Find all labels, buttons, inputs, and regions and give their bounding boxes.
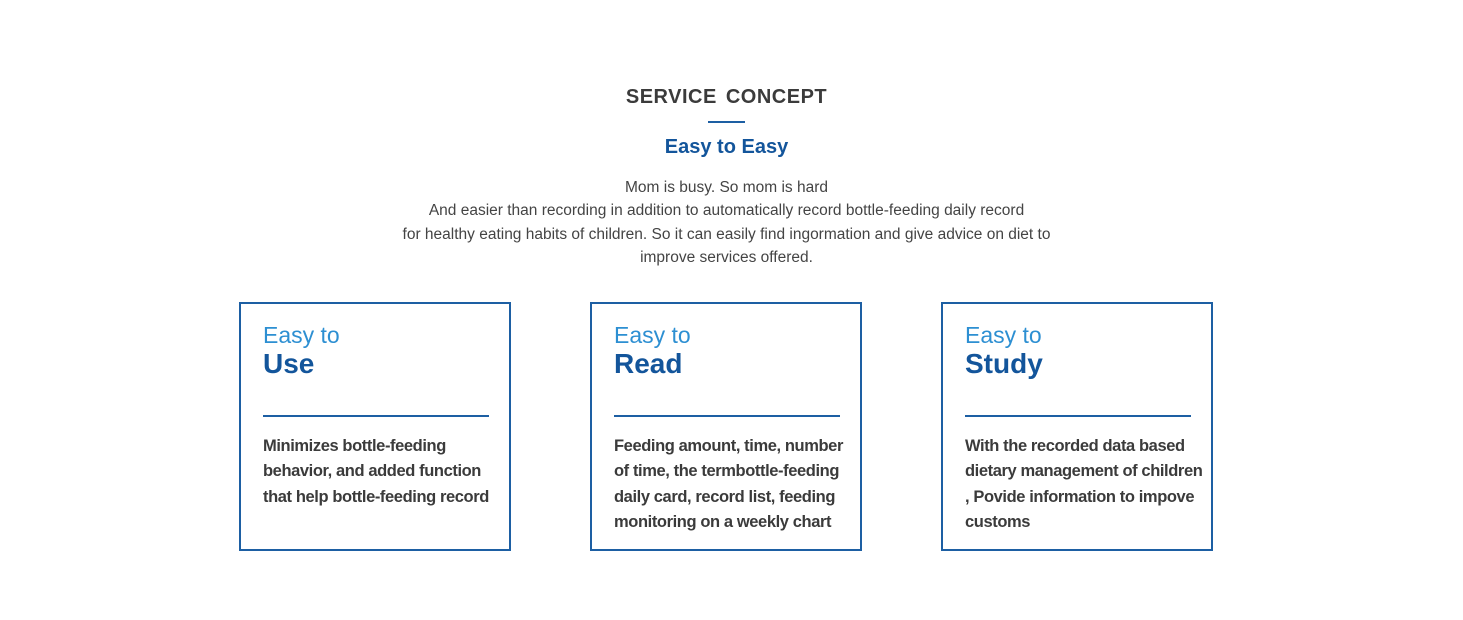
card-description-line: customs: [965, 512, 1031, 531]
title-divider: [708, 121, 745, 123]
description-line: for healthy eating habits of children. So it can easily find ingormation and give advice on diet to: [402, 225, 1051, 243]
card-description-line: monitoring on a weekly chart: [614, 512, 832, 531]
card-divider: [263, 415, 489, 417]
card-description: [614, 434, 860, 535]
card-description: [263, 434, 509, 510]
card-kicker: Easy to: [614, 322, 691, 348]
section-description: [0, 176, 1453, 269]
description-line: improve services offered.: [640, 248, 813, 266]
card-heading: Study: [965, 348, 1043, 379]
card-description-line: Minimizes bottle-feeding: [263, 437, 446, 455]
card-description-line: , Povide information to impove: [965, 487, 1195, 506]
card-kicker: Easy to: [965, 322, 1042, 348]
card-heading: Read: [614, 348, 683, 379]
card-description-line: Feeding amount, time, number: [614, 437, 843, 455]
section-title: SERVICE CONCEPT: [625, 86, 828, 108]
feature-card-study: [941, 302, 1213, 551]
feature-card-use: [239, 302, 511, 551]
card-description: [965, 434, 1211, 535]
card-description-line: dietary management of children: [965, 462, 1203, 481]
card-description-line: behavior, and added function: [263, 462, 481, 481]
card-heading: Use: [263, 348, 315, 379]
feature-card-read: [590, 302, 862, 551]
card-kicker: Easy to: [263, 322, 340, 348]
section-subtitle: Easy to Easy: [664, 136, 789, 158]
card-description-line: With the recorded data based: [965, 437, 1185, 455]
card-divider: [614, 415, 840, 417]
description-line: Mom is busy. So mom is hard: [625, 179, 828, 196]
card-divider: [965, 415, 1191, 417]
card-description-line: of time, the termbottle-feeding: [614, 462, 840, 481]
description-line: And easier than recording in addition to automatically record bottle-feeding daily record: [428, 202, 1025, 220]
card-description-line: that help bottle-feeding record: [263, 487, 489, 506]
card-description-line: daily card, record list, feeding: [614, 487, 836, 506]
